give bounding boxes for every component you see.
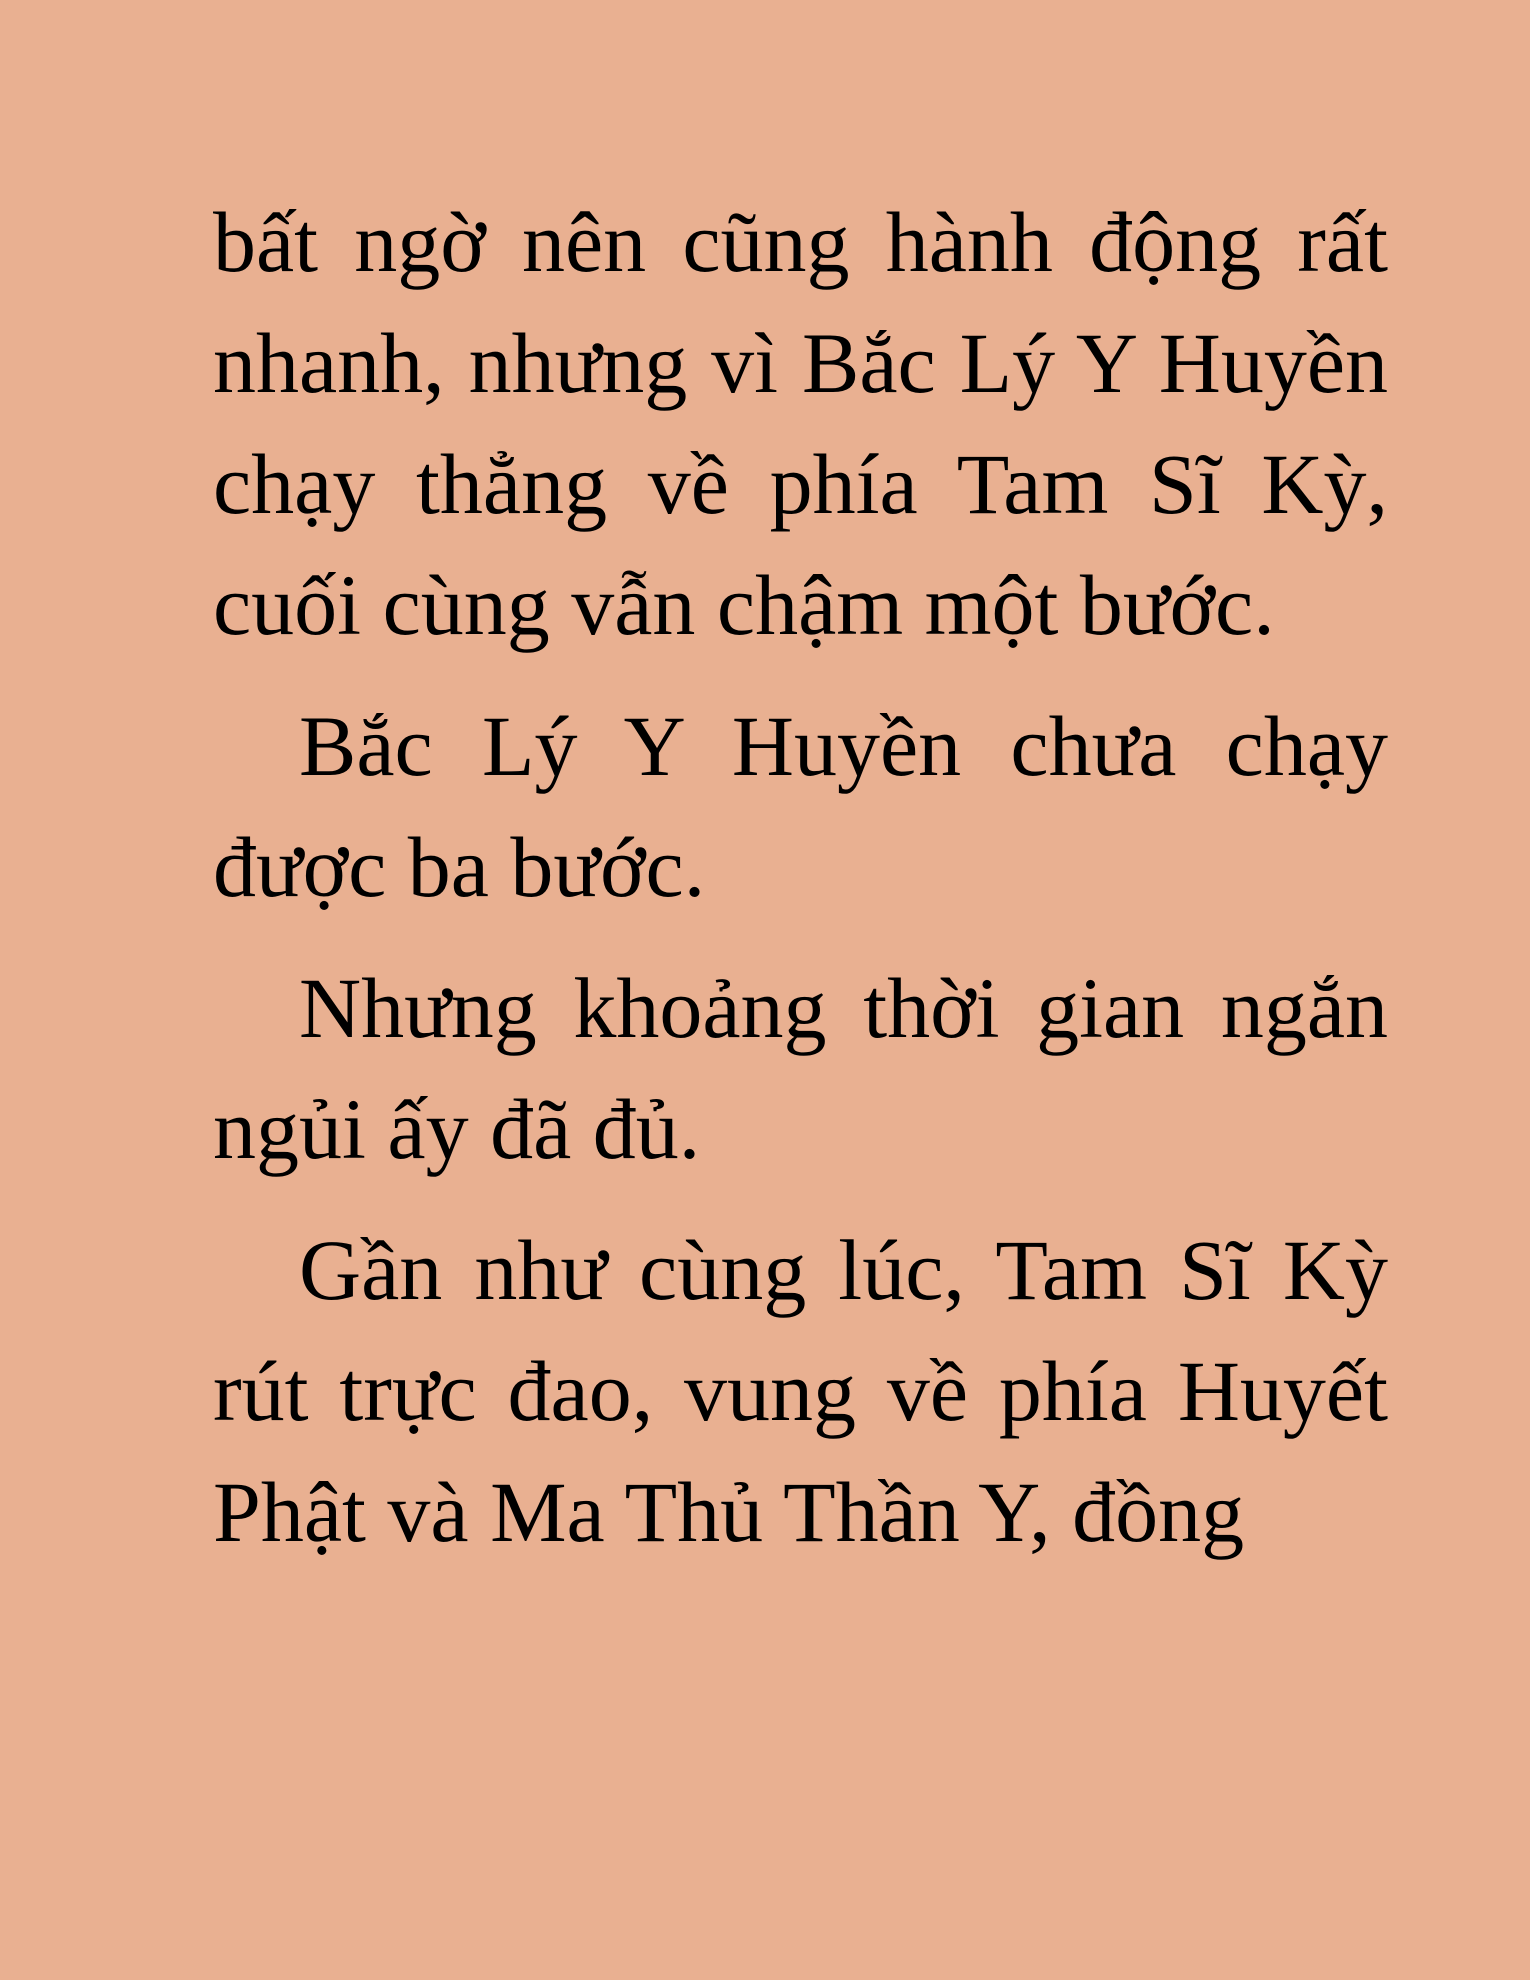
document-page: [213, 182, 1388, 1573]
paragraph-3: Nhưng khoảng thời gian ngắn ngủi ấy đã đủ.: [213, 960, 1388, 1177]
paragraph-4: Gần như cùng lúc, Tam Sĩ Kỳ rút trực đao, vung về phía Huyết Phật và Ma Thủ Thần Y, đồng: [213, 1222, 1388, 1560]
paragraph-1: bất ngờ nên cũng hành động rất nhanh, nhưng vì Bắc Lý Y Huyền chạy thẳng về phía Tam Sĩ Kỳ, cuối cùng vẫn chậm một bước.: [213, 194, 1388, 653]
paragraph-2: Bắc Lý Y Huyền chưa chạy được ba bước.: [213, 698, 1388, 915]
